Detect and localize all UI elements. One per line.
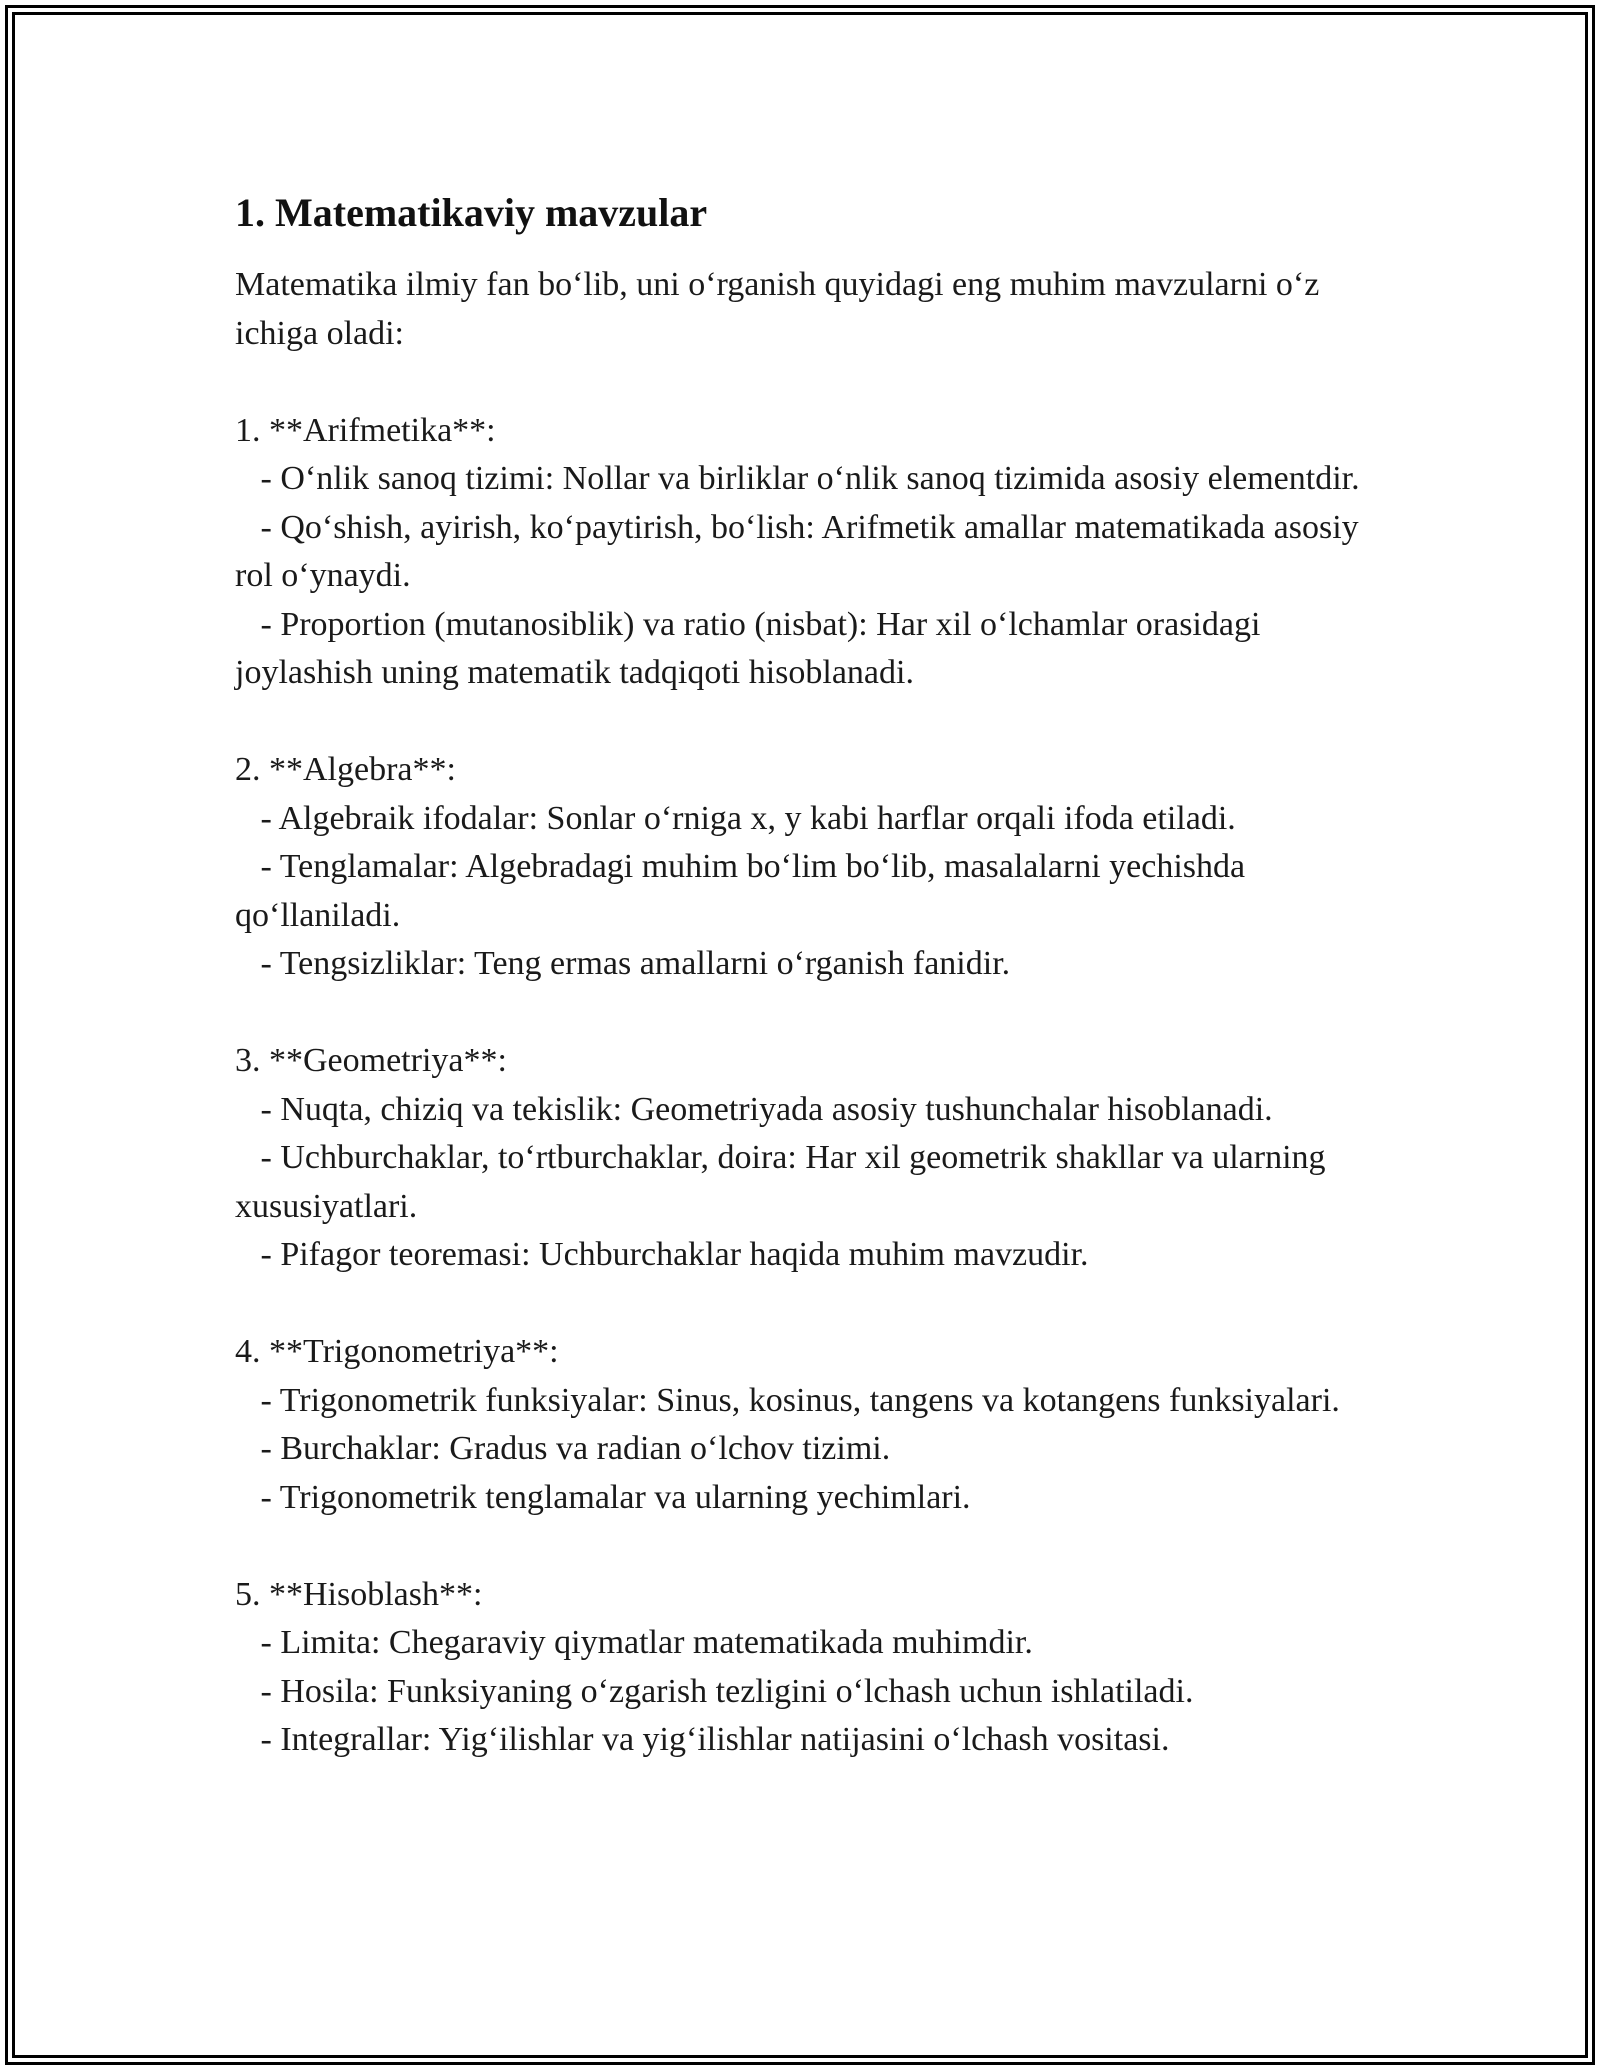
section-title: 2. **Algebra**: bbox=[235, 751, 456, 788]
list-item: - Integrallar: Yig‘ilishlar va yig‘ilishlar natijasini o‘lchash vositasi. bbox=[260, 1721, 1170, 1758]
section-trigonometriya bbox=[235, 1328, 1365, 1522]
section-arifmetika bbox=[235, 407, 1368, 698]
document-body bbox=[235, 185, 1368, 1765]
section-title: 1. **Arifmetika**: bbox=[235, 411, 496, 449]
document-heading: 1. Matematikaviy mavzular bbox=[235, 190, 708, 235]
section-hisoblash bbox=[235, 1571, 1365, 1765]
section-title: 4. **Trigonometriya**: bbox=[235, 1333, 559, 1370]
section-title: 3. **Geometriya**: bbox=[235, 1042, 507, 1079]
list-item: - Limita: Chegaraviy qiymatlar matematikada muhimdir. bbox=[260, 1624, 1033, 1661]
list-item: - Trigonometrik tenglamalar va ularning yechimlari. bbox=[260, 1478, 971, 1516]
list-item: - Proportion (mutanosiblik) va ratio (nisbat): Har xil o‘lchamlar orasidagi joylashish uning matematik tadqiqoti hisoblanadi. bbox=[235, 605, 1269, 691]
section-geometriya bbox=[235, 1037, 1365, 1280]
list-item: - Trigonometrik funksiyalar: Sinus, kosinus, tangens va kotangens funksiyalari. bbox=[260, 1381, 1340, 1419]
intro-paragraph: Matematika ilmiy fan bo‘lib, uni o‘rganish quyidagi eng muhim mavzularni o‘z ichiga oladi: bbox=[235, 266, 1328, 352]
list-item: - Hosila: Funksiyaning o‘zgarish tezligini o‘lchash uchun ishlatiladi. bbox=[260, 1672, 1194, 1710]
list-item: - Pifagor teoremasi: Uchburchaklar haqida muhim mavzudir. bbox=[260, 1236, 1089, 1273]
section-title: 5. **Hisoblash**: bbox=[235, 1575, 483, 1613]
list-item: - O‘nlik sanoq tizimi: Nollar va birliklar o‘nlik sanoq tizimida asosiy elementdir. bbox=[260, 460, 1360, 497]
list-item: - Tenglamalar: Algebradagi muhim bo‘lim bo‘lib, masalalarni yechishda qo‘llaniladi. bbox=[235, 848, 1254, 934]
list-item: - Algebraik ifodalar: Sonlar o‘rniga x, y kabi harflar orqali ifoda etiladi. bbox=[260, 799, 1236, 837]
list-item: - Burchaklar: Gradus va radian o‘lchov tizimi. bbox=[260, 1430, 891, 1467]
list-item: - Uchburchaklar, to‘rtburchaklar, doira: Har xil geometrik shakllar va ularning xususiyatlari. bbox=[235, 1139, 1335, 1225]
list-item: - Nuqta, chiziq va tekislik: Geometriyada asosiy tushunchalar hisoblanadi. bbox=[260, 1090, 1273, 1128]
section-algebra bbox=[235, 746, 1365, 989]
list-item: - Qo‘shish, ayirish, ko‘paytirish, bo‘lish: Arifmetik amallar matematikada asosiy rol o‘ynaydi. bbox=[235, 508, 1368, 594]
list-item: - Tengsizliklar: Teng ermas amallarni o‘rganish fanidir. bbox=[260, 945, 1011, 982]
